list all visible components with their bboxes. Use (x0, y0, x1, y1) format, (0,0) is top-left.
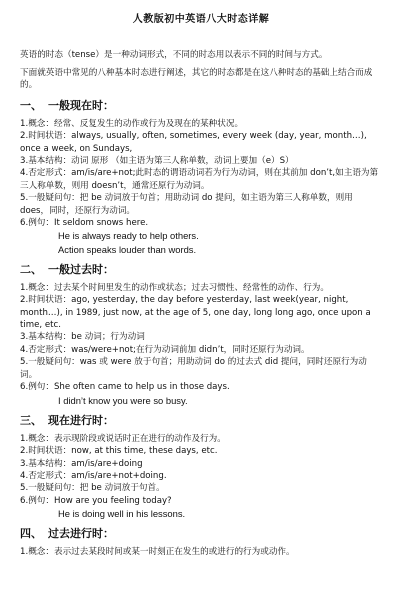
section-line: 3.基本结构：be 动词；行为动词 (20, 332, 145, 343)
section-line: 1.概念：过去某个时间里发生的动作或状态；过去习惯性、经常性的动作、行为。 (20, 282, 329, 293)
section-number: 四、 (20, 527, 42, 541)
section-line: 2.时间状语：now, at this time, these days, etc. (20, 446, 218, 457)
section-line: 5.一般疑问句：把 be 动词放于句首。 (20, 483, 165, 494)
section-line: 1.概念：经常、反复发生的动作或行为及现在的某种状况。 (20, 118, 244, 129)
section-line: 4.否定形式：was/were+not;在行为动词前加 didn’t，同时还原行为动词。 (20, 344, 310, 355)
section-line: 4.否定形式：am/is/are+not;此时态的谓语动词若为行为动词，则在其前加 don’t,如主语为第三人称单数，则用 doesn’t，通常还原行为动词。 (20, 168, 379, 191)
section-number: 二、 (20, 262, 42, 276)
example-sentence: He is always ready to help others. (58, 230, 199, 242)
section-line: 1.概念：表示现阶段或说话时正在进行的动作及行为。 (20, 433, 226, 444)
intro-paragraph-1: 英语的时态（tense）是一种动词形式，不同的时态用以表示不同的时间与方式。 (20, 50, 328, 60)
section-line: 3.基本结构：动词 原形 （如主语为第三人称单数，动词上要加（e）S） (20, 156, 294, 166)
section-line: 3.基本结构：am/is/are+doing (20, 458, 143, 469)
section-line: 2.时间状语：always, usually, often, sometimes, every week (day, year, month…), once a week, on Sundays, (20, 131, 367, 154)
section-line: 1.概念：表示过去某段时间或某一时刻正在发生的或进行的行为或动作。 (20, 547, 295, 558)
section-heading-simple-present (20, 97, 382, 113)
section-title: 过去进行时： (48, 527, 114, 541)
section-line: 6.例句：How are you feeling today? (20, 495, 172, 506)
section-title: 一般现在时： (48, 98, 114, 112)
section-heading-past-continuous (20, 525, 382, 541)
section-heading-simple-past (20, 261, 382, 277)
section-heading-present-continuous (20, 412, 382, 428)
section-number: 三、 (20, 413, 42, 427)
page-title: 人教版初中英语八大时态详解 (132, 14, 270, 25)
section-line: 6.例句：It seldom snows here. (20, 218, 149, 229)
section-title: 一般过去时： (48, 262, 114, 276)
section-number: 一、 (20, 98, 42, 112)
section-line: 4.否定形式：am/is/are+not+doing. (20, 470, 167, 481)
section-line: 6.例句：She often came to help us in those days. (20, 382, 230, 393)
example-sentence: I didn’t know you were so busy. (58, 394, 188, 406)
intro-paragraph-2: 下面就英语中常见的八种基本时态进行阐述，其它的时态都是在这八种时态的基础上结合而成的。 (20, 67, 373, 91)
example-sentence: He is doing well in his lessons. (58, 508, 186, 520)
section-title: 现在进行时： (48, 413, 114, 427)
section-line: 5.一般疑问句：把 be 动词放于句首；用助动词 do 提问，如主语为第三人称单数，则用 does，同时，还原行为动词。 (20, 193, 353, 216)
section-line: 2.时间状语：ago, yesterday, the day before yesterday, last week(year, night, month…), in 1989, just now, at the age of 5, one day, long long ago, once upon a time, etc. (20, 295, 371, 331)
section-line: 5.一般疑问句：was 或 were 放于句首；用助动词 do 的过去式 did 提问，同时还原行为动词。 (20, 357, 367, 380)
example-sentence: Action speaks louder than words. (58, 243, 197, 255)
